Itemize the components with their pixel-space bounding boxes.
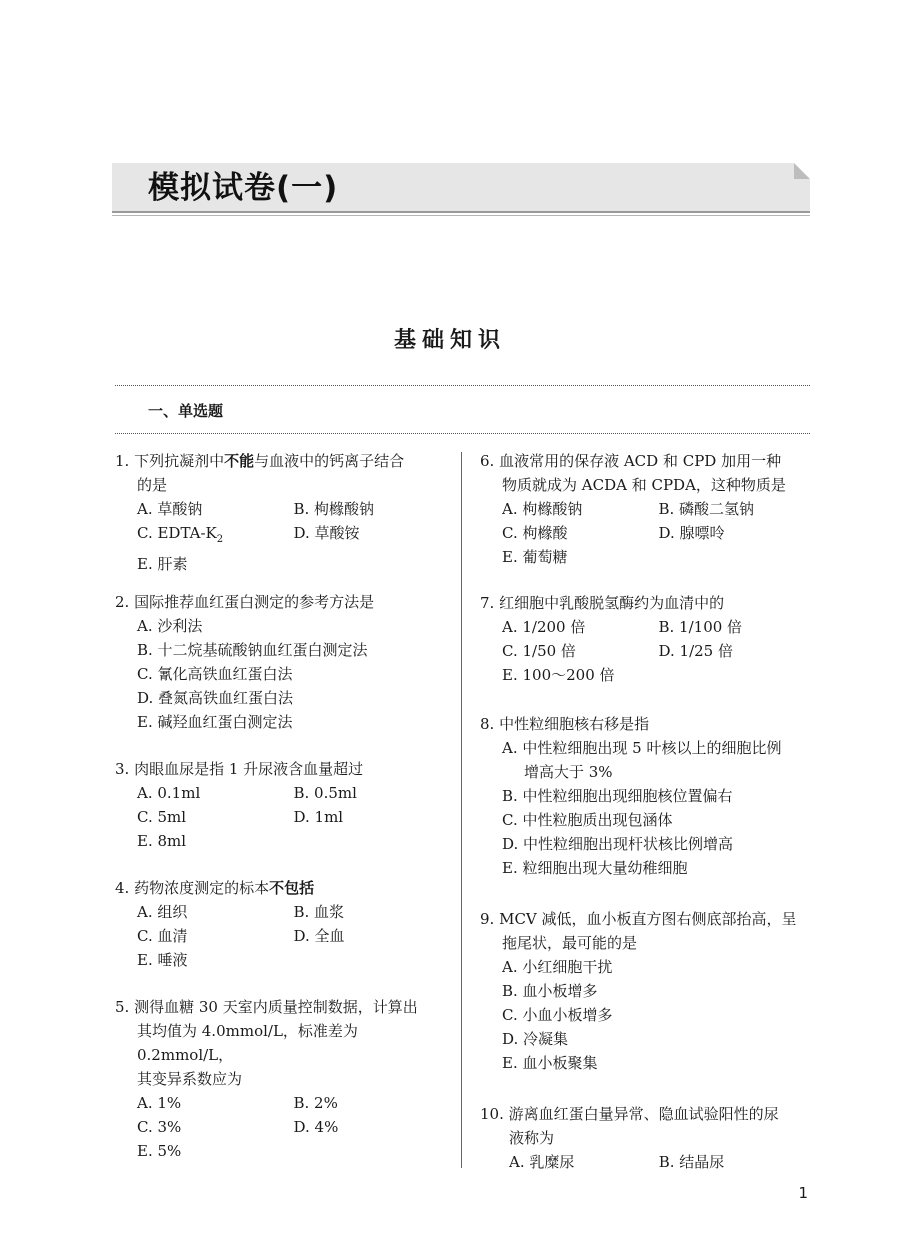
option-c: C. 1/50 倍	[502, 642, 576, 660]
option-a: A. 草酸钠	[137, 500, 203, 518]
question-stem-cont: 其均值为 4.0mmol/L，标准差为 0.2mmol/L，	[137, 1022, 358, 1064]
question-stem: 5. 测得血糖 30 天室内质量控制数据，计算出	[115, 998, 418, 1016]
question-stem: 9. MCV 减低，血小板直方图右侧底部抬高，呈	[480, 910, 797, 928]
option-e: E. 肝素	[137, 555, 188, 573]
question-7	[480, 591, 815, 687]
question-4	[115, 876, 450, 972]
option-e: E. 5%	[137, 1142, 182, 1160]
question-5	[115, 995, 450, 1163]
option-d: D. 叠氮高铁血红蛋白法	[137, 689, 294, 707]
option-b: B. 枸橼酸钠	[293, 500, 375, 518]
question-stem: 1. 下列抗凝剂中不能与血液中的钙离子结合	[115, 452, 405, 470]
option-c: C. 5ml	[137, 808, 187, 826]
option-b: B. 2%	[293, 1094, 338, 1112]
question-2	[115, 590, 450, 734]
option-b: B. 中性粒细胞出现细胞核位置偏右	[502, 787, 733, 805]
option-d: D. 草酸铵	[293, 524, 360, 542]
banner-underline-thin	[112, 215, 810, 216]
option-d: D. 1/25 倍	[658, 642, 733, 660]
option-e: E. 血小板聚集	[502, 1054, 598, 1072]
option-a: A. 沙利法	[137, 617, 203, 635]
option-b: B. 磷酸二氢钠	[658, 500, 755, 518]
question-stem: 8. 中性粒细胞核右移是指	[480, 715, 650, 733]
option-e: E. 100～200 倍	[502, 666, 615, 684]
question-stem-cont: 拖尾状，最可能的是	[502, 934, 638, 952]
option-b: B. 血小板增多	[502, 982, 598, 1000]
option-c: C. 氰化高铁血红蛋白法	[137, 665, 293, 683]
column-divider	[461, 452, 462, 1168]
option-e: E. 粒细胞出现大量幼稚细胞	[502, 859, 688, 877]
option-d: D. 冷凝集	[502, 1030, 569, 1048]
option-e: E. 8ml	[137, 832, 187, 850]
part-title: 一、单选题	[148, 402, 224, 420]
question-stem: 3. 肉眼血尿是指 1 升尿液含血量超过	[115, 760, 364, 778]
question-6	[480, 449, 815, 569]
question-9	[480, 907, 815, 1075]
option-e: E. 葡萄糖	[502, 548, 568, 566]
section-title: 基础知识	[393, 327, 506, 353]
option-a: A. 中性粒细胞出现 5 叶核以上的细胞比例	[502, 739, 782, 757]
option-e: E. 碱羟血红蛋白测定法	[137, 713, 293, 731]
question-stem-cont: 的是	[137, 476, 168, 494]
option-b: B. 血浆	[293, 903, 345, 921]
dotted-divider-top	[115, 385, 810, 386]
option-b: B. 十二烷基硫酸钠血红蛋白测定法	[137, 641, 368, 659]
option-a: A. 组织	[137, 903, 188, 921]
option-d: D. 中性粒细胞出现杆状核比例增高	[502, 835, 734, 853]
question-stem: 7. 红细胞中乳酸脱氢酶约为血清中的	[480, 594, 725, 612]
question-10	[480, 1102, 815, 1174]
option-a: A. 枸橼酸钠	[502, 500, 583, 518]
question-stem: 4. 药物浓度测定的标本不包括	[115, 879, 315, 897]
question-stem: 10. 游离血红蛋白量异常、隐血试验阳性的尿	[480, 1105, 779, 1123]
dotted-divider-bottom	[115, 433, 810, 434]
banner-underline	[112, 211, 810, 213]
question-8	[480, 712, 815, 880]
option-e: E. 唾液	[137, 951, 188, 969]
option-c: C. 小血小板增多	[502, 1006, 613, 1024]
option-a: A. 1%	[137, 1094, 182, 1112]
question-stem-cont: 其变异系数应为	[137, 1070, 243, 1088]
question-3	[115, 757, 450, 853]
chapter-title: 模拟试卷(一)	[148, 170, 339, 206]
question-stem: 2. 国际推荐血红蛋白测定的参考方法是	[115, 593, 375, 611]
page-number: 1	[798, 1184, 808, 1202]
option-d: D. 1ml	[293, 808, 344, 826]
option-d: D. 4%	[293, 1118, 339, 1136]
option-a: A. 小红细胞干扰	[502, 958, 613, 976]
option-b: B. 结晶尿	[658, 1153, 725, 1171]
question-1	[115, 449, 450, 576]
option-d: D. 全血	[293, 927, 345, 945]
option-d: D. 腺嘌呤	[658, 524, 725, 542]
option-a: A. 0.1ml	[137, 784, 201, 802]
banner-corner-fold	[794, 163, 810, 179]
question-stem: 6. 血液常用的保存液 ACD 和 CPD 加用一种	[480, 452, 782, 470]
option-c: C. 3%	[137, 1118, 182, 1136]
option-b: B. 1/100 倍	[658, 618, 743, 636]
option-a: A. 1/200 倍	[502, 618, 586, 636]
question-stem-cont: 物质就成为 ACDA 和 CPDA，这种物质是	[502, 476, 786, 494]
option-c: C. EDTA-$K_2$	[137, 524, 224, 545]
option-a-cont: 增高大于 3%	[524, 763, 613, 781]
option-a: A. 乳糜尿	[509, 1153, 575, 1171]
option-c: C. 中性粒胞质出现包涵体	[502, 811, 673, 829]
option-b: B. 0.5ml	[293, 784, 357, 802]
question-stem-cont: 液称为	[509, 1129, 555, 1147]
option-c: C. 枸橼酸	[502, 524, 568, 542]
option-c: C. 血清	[137, 927, 188, 945]
